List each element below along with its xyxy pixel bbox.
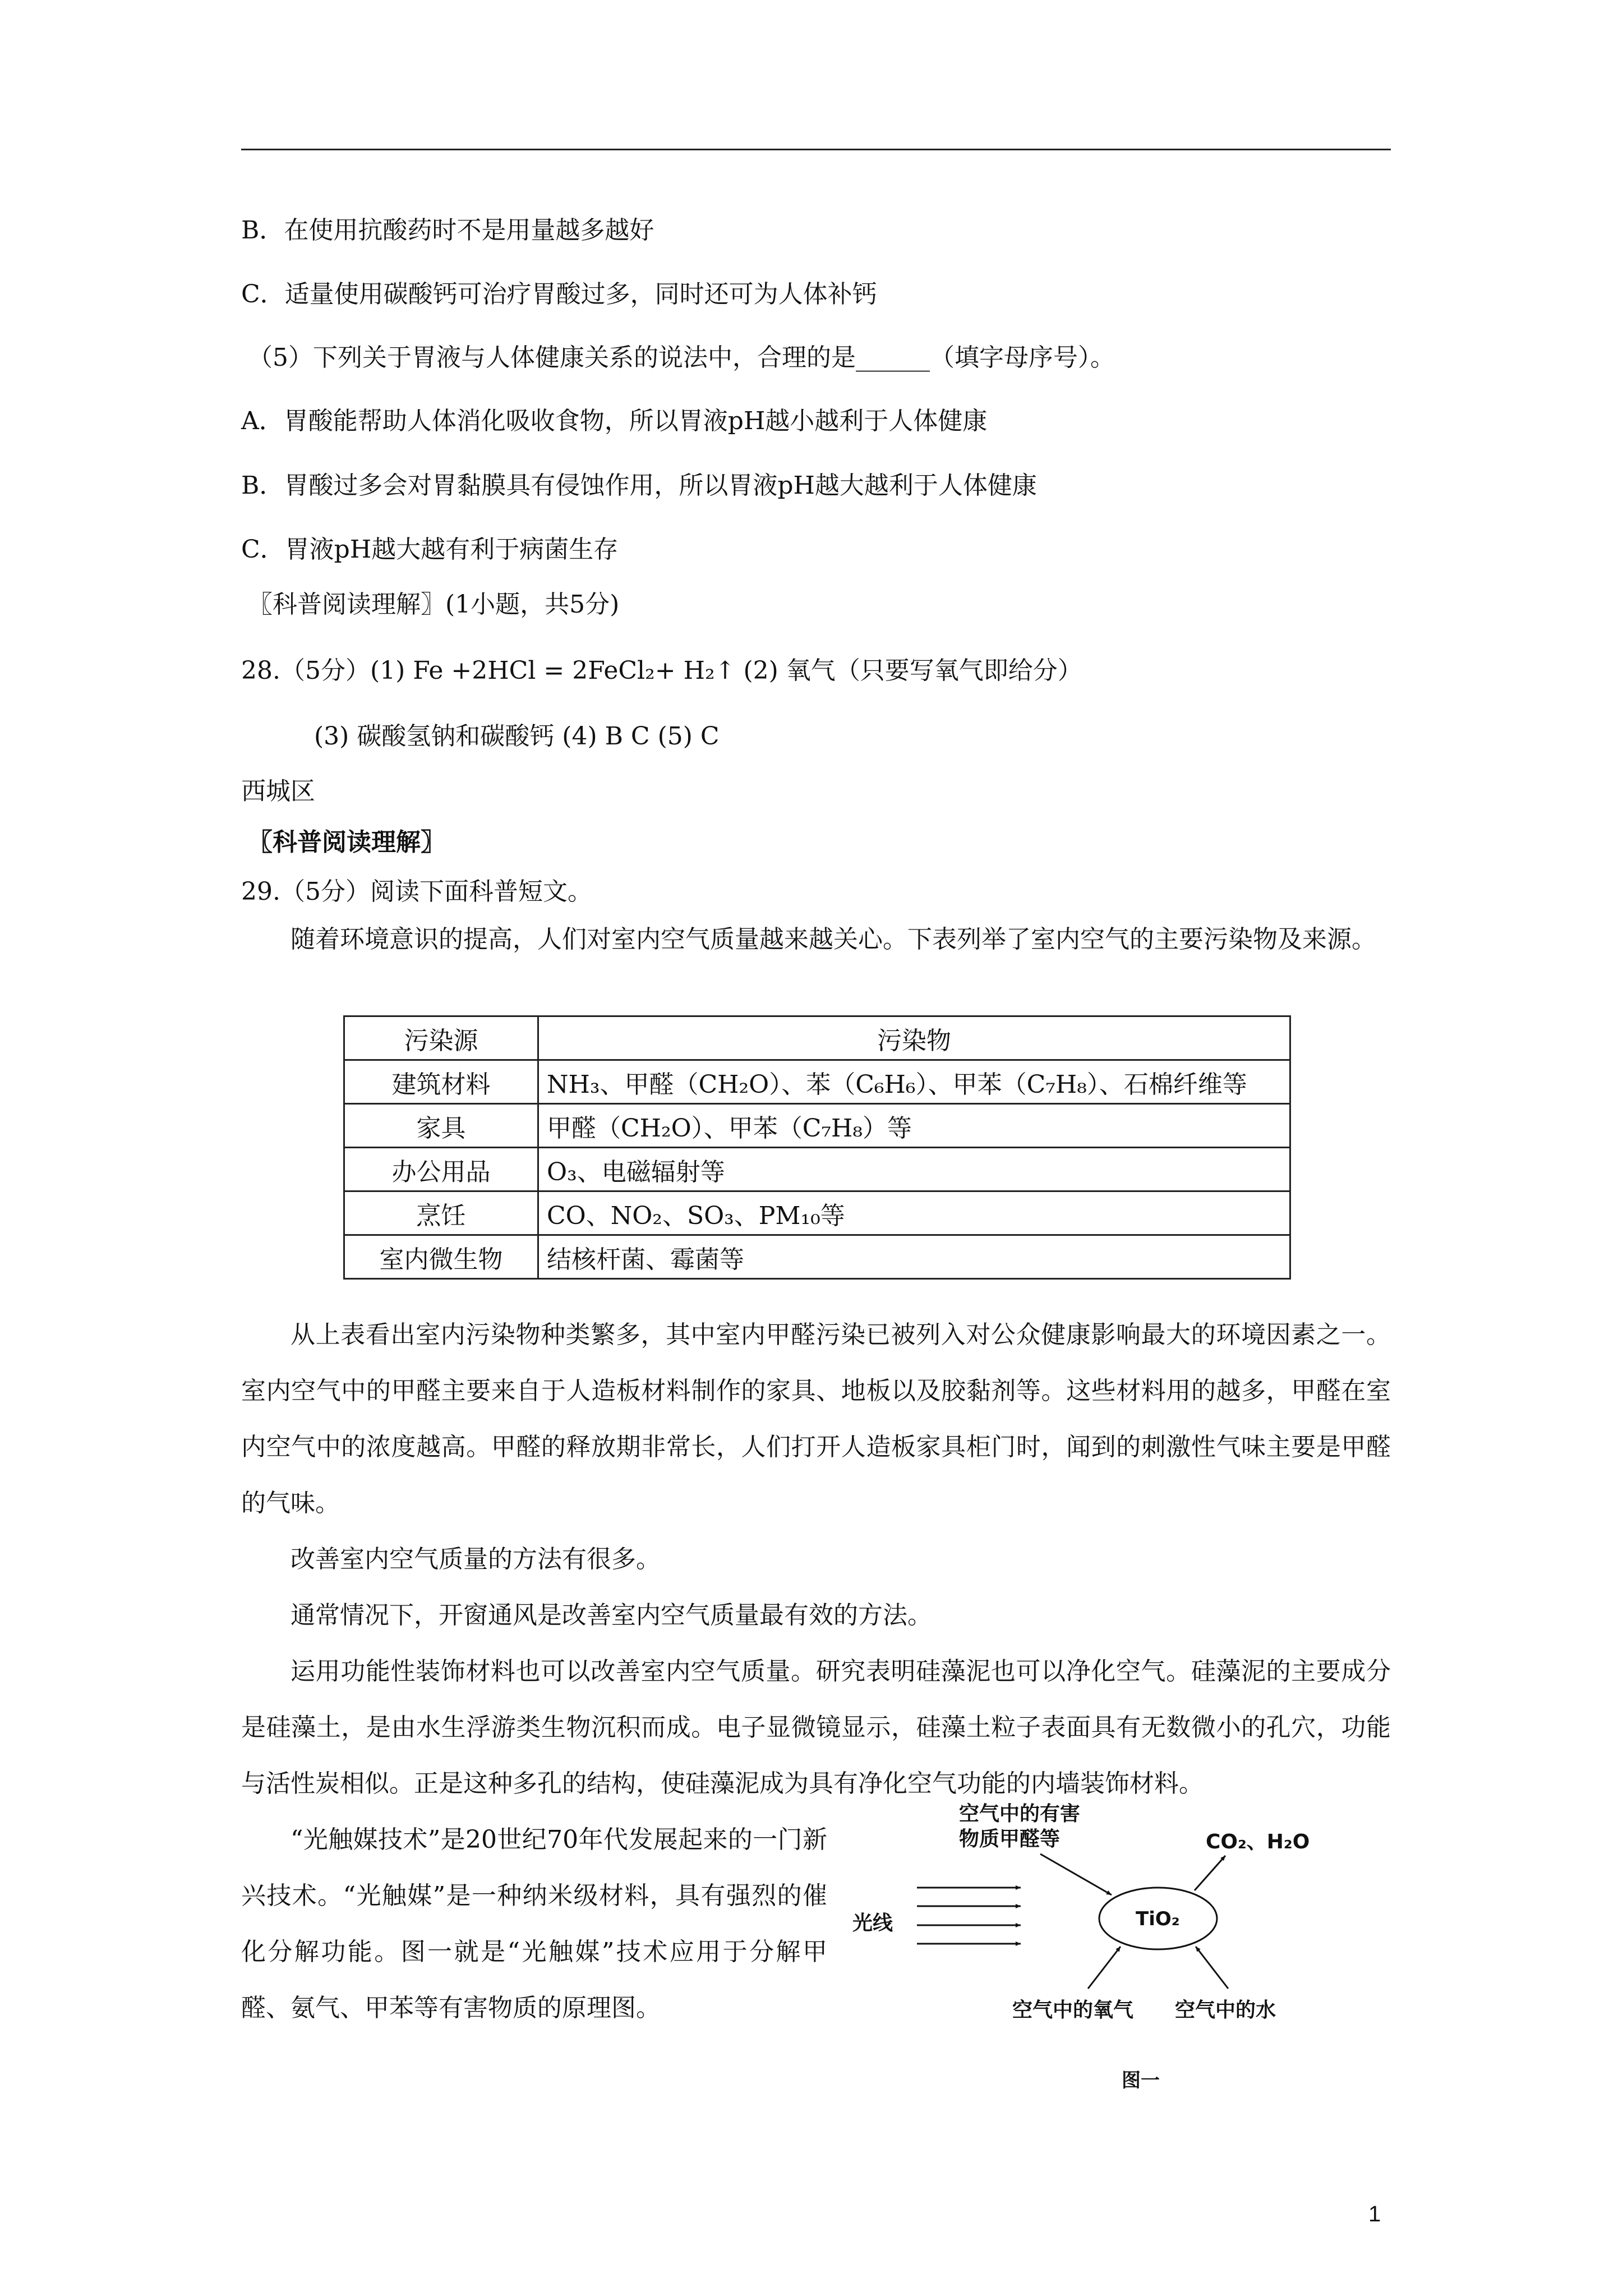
question-29-heading: 29.（5分）阅读下面科普短文。 [241,877,592,906]
paragraph-diatom-mud: 运用功能性装饰材料也可以改善室内空气质量。研究表明硅藻泥也可以净化空气。硅藻泥的主要成分是硅藻土，是由水生浮游类生物沉积而成。电子显微镜显示，硅藻土粒子表面具有无数微小的孔穴，功能与活性炭相似。正是这种多孔的结构，使硅藻泥成为具有净化空气功能的内墙装饰材料。 [241,1657,1391,1798]
harmful-arrow [1040,1854,1112,1895]
table-cell-source: 室内微生物 [344,1235,538,1279]
paragraph-formaldehyde: 从上表看出室内污染物种类繁多，其中室内甲醛污染已被列入对公众健康影响最大的环境因素之一。室内空气中的甲醛主要来自于人造板材料制作的家具、地板以及胶黏剂等。这些材料用的越多，甲醛在室内空气中的浓度越高。甲醛的释放期非常长，人们打开人造板家具柜门时，闻到的刺激性气味主要是甲醛的气味。 [241,1320,1391,1517]
body-text [241,1307,1391,1812]
products-label: CO₂、H₂O [1206,1830,1310,1853]
intro-paragraph: 随着环境意识的提高，人们对室内空气质量越来越关心。下表列举了室内空气的主要污染物及来源。 [291,925,1376,954]
table-cell-source: 烹饪 [344,1191,538,1235]
products-arrow [1195,1856,1225,1890]
table-row [344,1104,1290,1148]
light-arrows [917,1888,1021,1944]
table-cell-pollutant: 甲醛（CH₂O）、甲苯（C₇H₈）等 [538,1104,1290,1148]
option-c: C．适量使用碳酸钙可治疗胃酸过多，同时还可为人体补钙 [241,280,877,309]
paragraph-ventilation: 通常情况下，开窗通风是改善室内空气质量最有效的方法。 [291,1601,932,1630]
table-header-row [344,1016,1290,1060]
table-cell-pollutant: NH₃、甲醛（CH₂O）、苯（C₆H₆）、甲苯（C₇H₈）、石棉纤维等 [538,1060,1290,1104]
paragraph-methods: 改善室内空气质量的方法有很多。 [291,1545,661,1573]
light-label: 光线 [852,1912,893,1935]
answer-section-title: 〖科普阅读理解〗(1小题，共5分) [248,590,620,619]
table-cell-pollutant: O₃、电磁辐射等 [538,1148,1290,1191]
table-cell-source: 办公用品 [344,1148,538,1191]
water-label: 空气中的水 [1175,1999,1276,2022]
table-cell-source: 家具 [344,1104,538,1148]
table-cell-pollutant: CO、NO₂、SO₃、PM₁₀等 [538,1191,1290,1235]
pollutant-table [343,1015,1291,1280]
table-header-cell: 污染物 [538,1016,1290,1060]
header-rule [241,149,1391,150]
q5-option-c: C．胃液pH越大越有利于病菌生存 [241,535,619,564]
photocatalyst-paragraph: “光触媒技术”是20世纪70年代发展起来的一门新兴技术。“光触媒”是一种纳米级材料，具有强烈的催化分解功能。图一就是“光触媒”技术应用于分解甲醛、氨气、甲苯等有害物质的原理图。 [241,1825,827,2022]
catalyst-label: TiO₂ [1136,1908,1180,1930]
oxygen-arrow [1088,1947,1121,1989]
option-b: B．在使用抗酸药时不是用量越多越好 [241,216,654,245]
q5-option-b: B．胃酸过多会对胃黏膜具有侵蚀作用，所以胃液pH越大越利于人体健康 [241,471,1037,500]
harmful-substance-label-1: 空气中的有害 [959,1802,1081,1825]
photocatalyst-diagram [852,1795,1335,2109]
harmful-substance-label-2: 物质甲醛等 [959,1828,1061,1851]
page-number: 1 [1368,2202,1381,2226]
district-label: 西城区 [241,777,315,806]
question-5: （5）下列关于胃液与人体健康关系的说法中，合理的是______（填字母序号）。 [248,343,1115,372]
table-row [344,1148,1290,1191]
figure-caption: 图一 [1122,2069,1160,2092]
water-arrow [1196,1947,1228,1989]
answer-28-line2: (3) 碳酸氢钠和碳酸钙 (4) B C (5) C [314,722,720,751]
answer-28-line1: 28.（5分）(1) Fe +2HCl = 2FeCl₂+ H₂↑ (2) 氧气（只要写氧气即给分） [241,656,1082,685]
table-row [344,1060,1290,1104]
table-cell-source: 建筑材料 [344,1060,538,1104]
table-row [344,1235,1290,1279]
table-row [344,1191,1290,1235]
oxygen-label: 空气中的氧气 [1012,1999,1134,2022]
table-header-cell: 污染源 [344,1016,538,1060]
q5-option-a: A．胃酸能帮助人体消化吸收食物，所以胃液pH越小越利于人体健康 [241,407,988,435]
table-cell-pollutant: 结核杆菌、霉菌等 [538,1235,1290,1279]
section-title: 〖科普阅读理解〗 [248,828,445,857]
